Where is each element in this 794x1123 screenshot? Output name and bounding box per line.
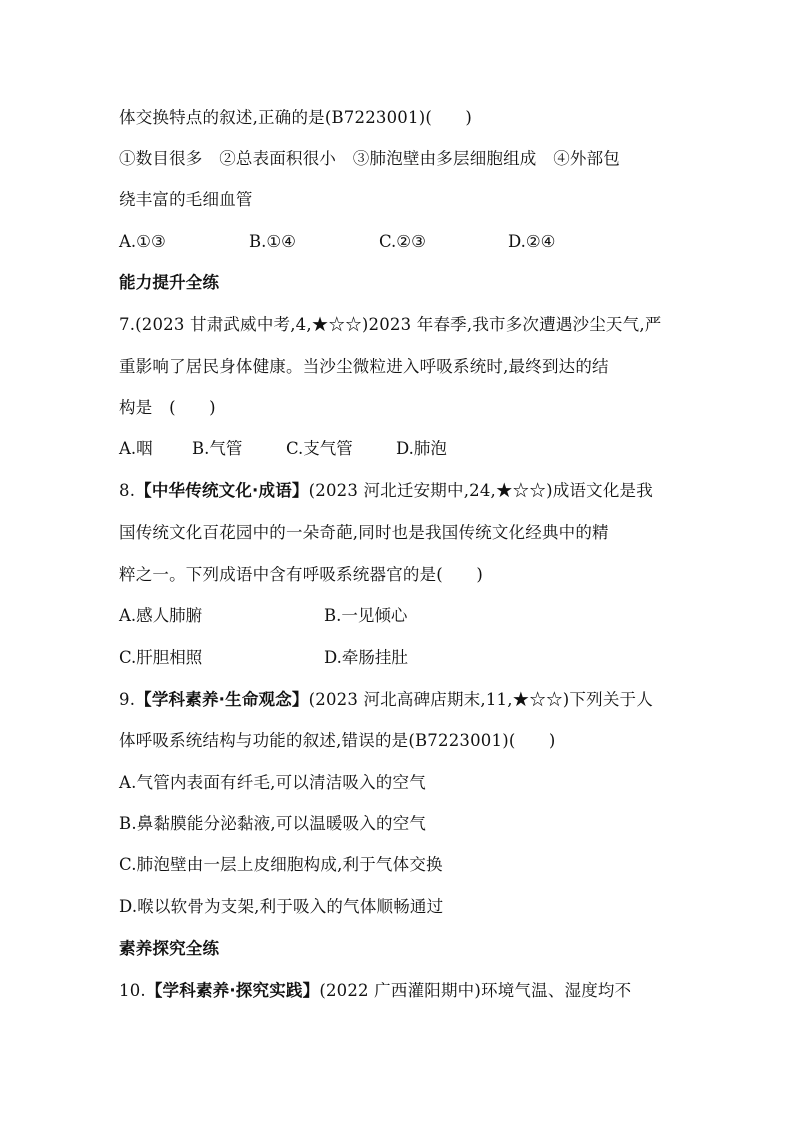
q9-stem-line-2: 体呼吸系统结构与功能的叙述,错误的是(B7223001)( ) [119, 731, 556, 750]
q8-option-c: C.肝胆相照 [119, 648, 203, 667]
q8-option-b: B.一见倾心 [324, 606, 408, 625]
q10-number: 10. [119, 981, 146, 1000]
q7-option-c: C.支气管 [286, 439, 353, 458]
q8-tag: 【中华传统文化·成语】 [135, 481, 309, 500]
q6-stem-line-1: 体交换特点的叙述,正确的是(B7223001)( ) [119, 108, 473, 127]
q7-option-a: A.咽 [119, 439, 153, 458]
q6-stem-line-2: ①数目很多 ②总表面积很小 ③肺泡壁由多层细胞组成 ④外部包 [119, 149, 620, 168]
section-heading-ability: 能力提升全练 [119, 273, 220, 292]
q6-stem-line-3: 绕丰富的毛细血管 [119, 190, 253, 209]
q7-stem-line-3: 构是 ( ) [119, 398, 216, 417]
q9-option-a: A.气管内表面有纤毛,可以清洁吸入的空气 [119, 773, 426, 792]
q10-tag: 【学科素养·探究实践】 [145, 981, 320, 1000]
q7-option-d: D.肺泡 [396, 439, 447, 458]
q9-option-d: D.喉以软骨为支架,利于吸入的气体顺畅通过 [119, 897, 444, 916]
q9-tag: 【学科素养·生命观念】 [135, 690, 309, 709]
q6-option-b: B.①④ [249, 232, 296, 251]
q7-stem-line-2: 重影响了居民身体健康。当沙尘微粒进入呼吸系统时,最终到达的结 [119, 357, 609, 376]
q8-stem-line-1-text: (2023 河北迁安期中,24,★☆☆)成语文化是我 [308, 481, 653, 500]
q10-stem-line-1 [119, 979, 679, 1003]
q8-stem-line-1 [119, 479, 679, 503]
q8-stem-line-3: 粹之一。下列成语中含有呼吸系统器官的是( ) [119, 565, 483, 584]
q8-option-a: A.感人肺腑 [119, 606, 203, 625]
q6-option-a: A.①③ [119, 232, 166, 251]
section-heading-literacy: 素养探究全练 [119, 939, 220, 958]
q10-stem-line-1-text: (2022 广西灌阳期中)环境气温、湿度均不 [319, 981, 632, 1000]
q8-option-d: D.牵肠挂肚 [324, 648, 408, 667]
q9-option-c: C.肺泡壁由一层上皮细胞构成,利于气体交换 [119, 855, 443, 874]
q9-stem-line-1-text: (2023 河北高碑店期末,11,★☆☆)下列关于人 [308, 690, 653, 709]
q6-option-d: D.②④ [508, 232, 556, 251]
q9-number: 9. [119, 690, 136, 709]
q6-option-c: C.②③ [379, 232, 426, 251]
q8-number: 8. [119, 481, 136, 500]
q8-stem-line-2: 国传统文化百花园中的一朵奇葩,同时也是我国传统文化经典中的精 [119, 523, 609, 542]
q7-stem-line-1: 7.(2023 甘肃武威中考,4,★☆☆)2023 年春季,我市多次遭遇沙尘天气,严 [119, 315, 662, 334]
q9-stem-line-1 [119, 688, 679, 712]
q9-option-b: B.鼻黏膜能分泌黏液,可以温暖吸入的空气 [119, 814, 427, 833]
q7-option-b: B.气管 [192, 439, 243, 458]
